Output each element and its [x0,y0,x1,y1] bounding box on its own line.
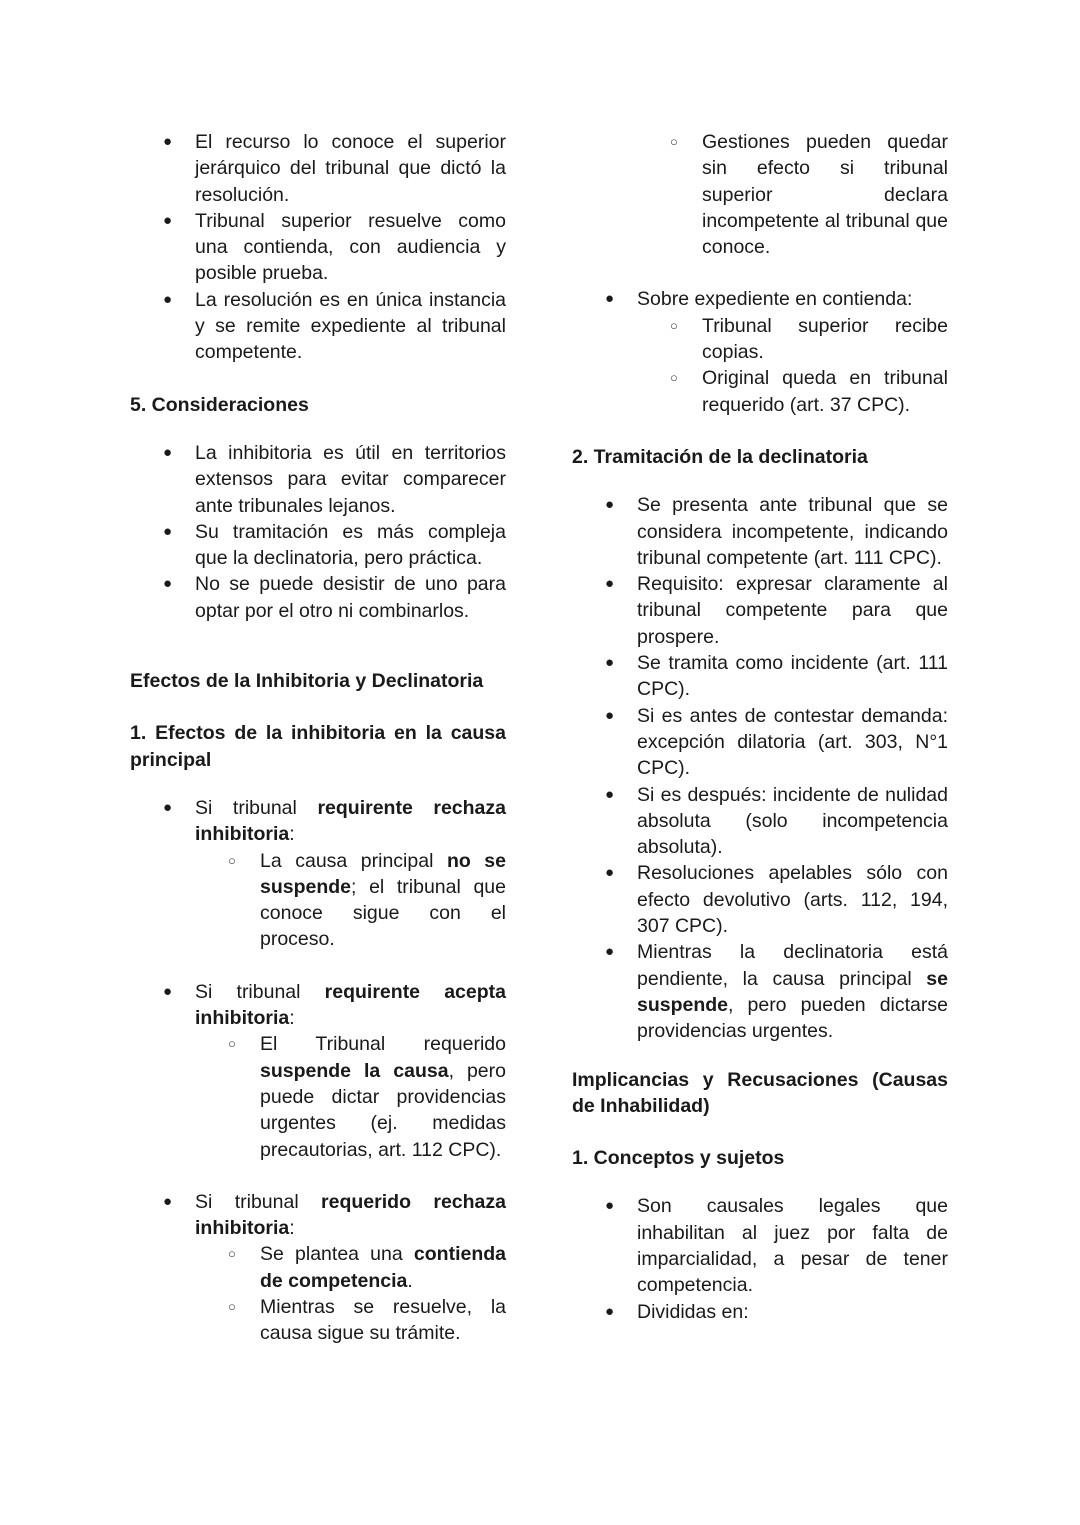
expediente-list [572,286,948,417]
section-heading: 1. Conceptos y sujetos [572,1147,785,1170]
list-item: ● Divididas en: [572,1299,948,1325]
sub-list-item: ○ Tribunal superior recibe copias. [670,314,948,364]
list-item: ● Se tramita como incidente (art. 111 CPC). [605,652,948,701]
list-item: ● Si tribunal requirente rechaza inhibitoria: [163,796,506,846]
bullet-icon: ● [163,133,173,150]
bullet-icon: ● [605,496,615,514]
list-item: ● Su tramitación es más compleja que la declinatoria, pero práctica. [163,520,506,570]
bullet-icon: ● [605,706,615,724]
bullet-icon: ● [163,211,173,229]
section-heading: 5. Consideraciones [130,393,309,416]
sub-list-item: ○ El Tribunal requerido suspende la causa, pero puede dictar providencias urgentes (ej. medidas precautorias, art. 112 CPC). [228,1033,506,1161]
bullet-icon: ● [163,443,173,461]
hollow-bullet-icon: ○ [670,370,678,386]
bullet-icon: ● [605,1197,615,1215]
list-item: ● Sobre expediente en contienda: [572,286,948,312]
bullet-icon: ● [605,1302,615,1320]
list-item: ● Resoluciones apelables sólo con efecto devolutivo (arts. 112, 194, 307 CPC). [605,862,948,938]
sub-list-item: ○ Original queda en tribunal requerido (art. 37 CPC). [670,367,948,416]
list-item: ● Si es después: incidente de nulidad absoluta (solo incompetencia absoluta). [605,783,948,859]
bullet-icon: ● [605,575,615,593]
document-section-title: Efectos de la Inhibitoria y Declinatoria [130,670,484,693]
sub-list-item: ○ La causa principal no se suspende; el tribunal que conoce sigue con el proceso. [228,849,506,951]
hollow-bullet-icon: ○ [228,1246,236,1262]
bullet-icon: ● [163,522,173,540]
list-item: ● Si tribunal requirente acepta inhibitoria: [163,980,506,1030]
list-item: ● La inhibitoria es útil en territorios extensos para evitar comparecer ante tribunales lejanos. [163,441,506,517]
bullet-icon: ● [163,290,173,308]
bullet-icon: ● [605,785,615,803]
bullet-icon: ● [163,982,173,1000]
right-column [572,129,948,1325]
declinatoria-list [572,492,948,1044]
conceptos-list [572,1193,948,1324]
bullet-icon: ● [163,575,173,593]
list-item: ● Si es antes de contestar demanda: excepción dilatoria (art. 303, N°1 CPC). [605,704,948,780]
effects-list [130,979,506,1163]
list-item: ● La resolución es en única instancia y se remite expediente al tribunal competente. [163,288,506,364]
bullet-icon: ● [163,798,173,816]
considerations-list [130,440,506,624]
list-item: ● No se puede desistir de uno para optar por el otro ni combinarlos. [163,573,506,622]
section-heading: 1. Efectos de la inhibitoria en la causa principal [130,722,506,771]
list-item: ● Tribunal superior resuelve como una contienda, con audiencia y posible prueba. [163,209,506,285]
document-section-title: Implicancias y Recusaciones (Causas de Inhabilidad) [572,1068,948,1117]
list-item: ● Si tribunal requerido rechaza inhibitoria: [163,1190,506,1240]
list-item: ● Mientras la declinatoria está pendiente, la causa principal se suspende, pero pueden dictarse providencias urgentes. [605,941,948,1043]
bullet-icon: ● [163,1192,173,1210]
left-column [130,129,506,1347]
hollow-bullet-icon: ○ [670,134,678,149]
list-item: ● Son causales legales que inhabilitan al juez por falta de imparcialidad, a pesar de tener competencia. [605,1195,948,1297]
list-item: ● Requisito: expresar claramente al tribunal competente para que prospere. [605,573,948,648]
hollow-bullet-icon: ○ [228,852,236,868]
list-item: ● El recurso lo conoce el superior jerárquico del tribunal que dictó la resolución. [163,131,506,206]
bullet-icon: ● [605,654,615,672]
sub-list-item: ○ Mientras se resuelve, la causa sigue su trámite. [228,1295,506,1345]
intro-bullet-list [130,129,506,366]
sub-list-item: ○ Se plantea una contienda de competencia. [228,1243,506,1292]
bullet-icon: ● [605,864,615,882]
bullet-icon: ● [605,943,615,961]
continued-sub-list [572,129,948,260]
effects-list [130,795,506,953]
hollow-bullet-icon: ○ [228,1298,236,1314]
hollow-bullet-icon: ○ [228,1036,236,1052]
section-heading: 2. Tramitación de la declinatoria [572,445,868,468]
effects-list [130,1189,506,1347]
list-item: ● Se presenta ante tribunal que se considera incompetente, indicando tribunal competente (art. 111 CPC). [605,494,948,569]
hollow-bullet-icon: ○ [670,317,678,333]
bullet-icon: ● [605,290,615,308]
sub-list-item: ○ Gestiones pueden quedar sin efecto si tribunal superior declara incompetente al tribunal que conoce. [670,131,948,259]
